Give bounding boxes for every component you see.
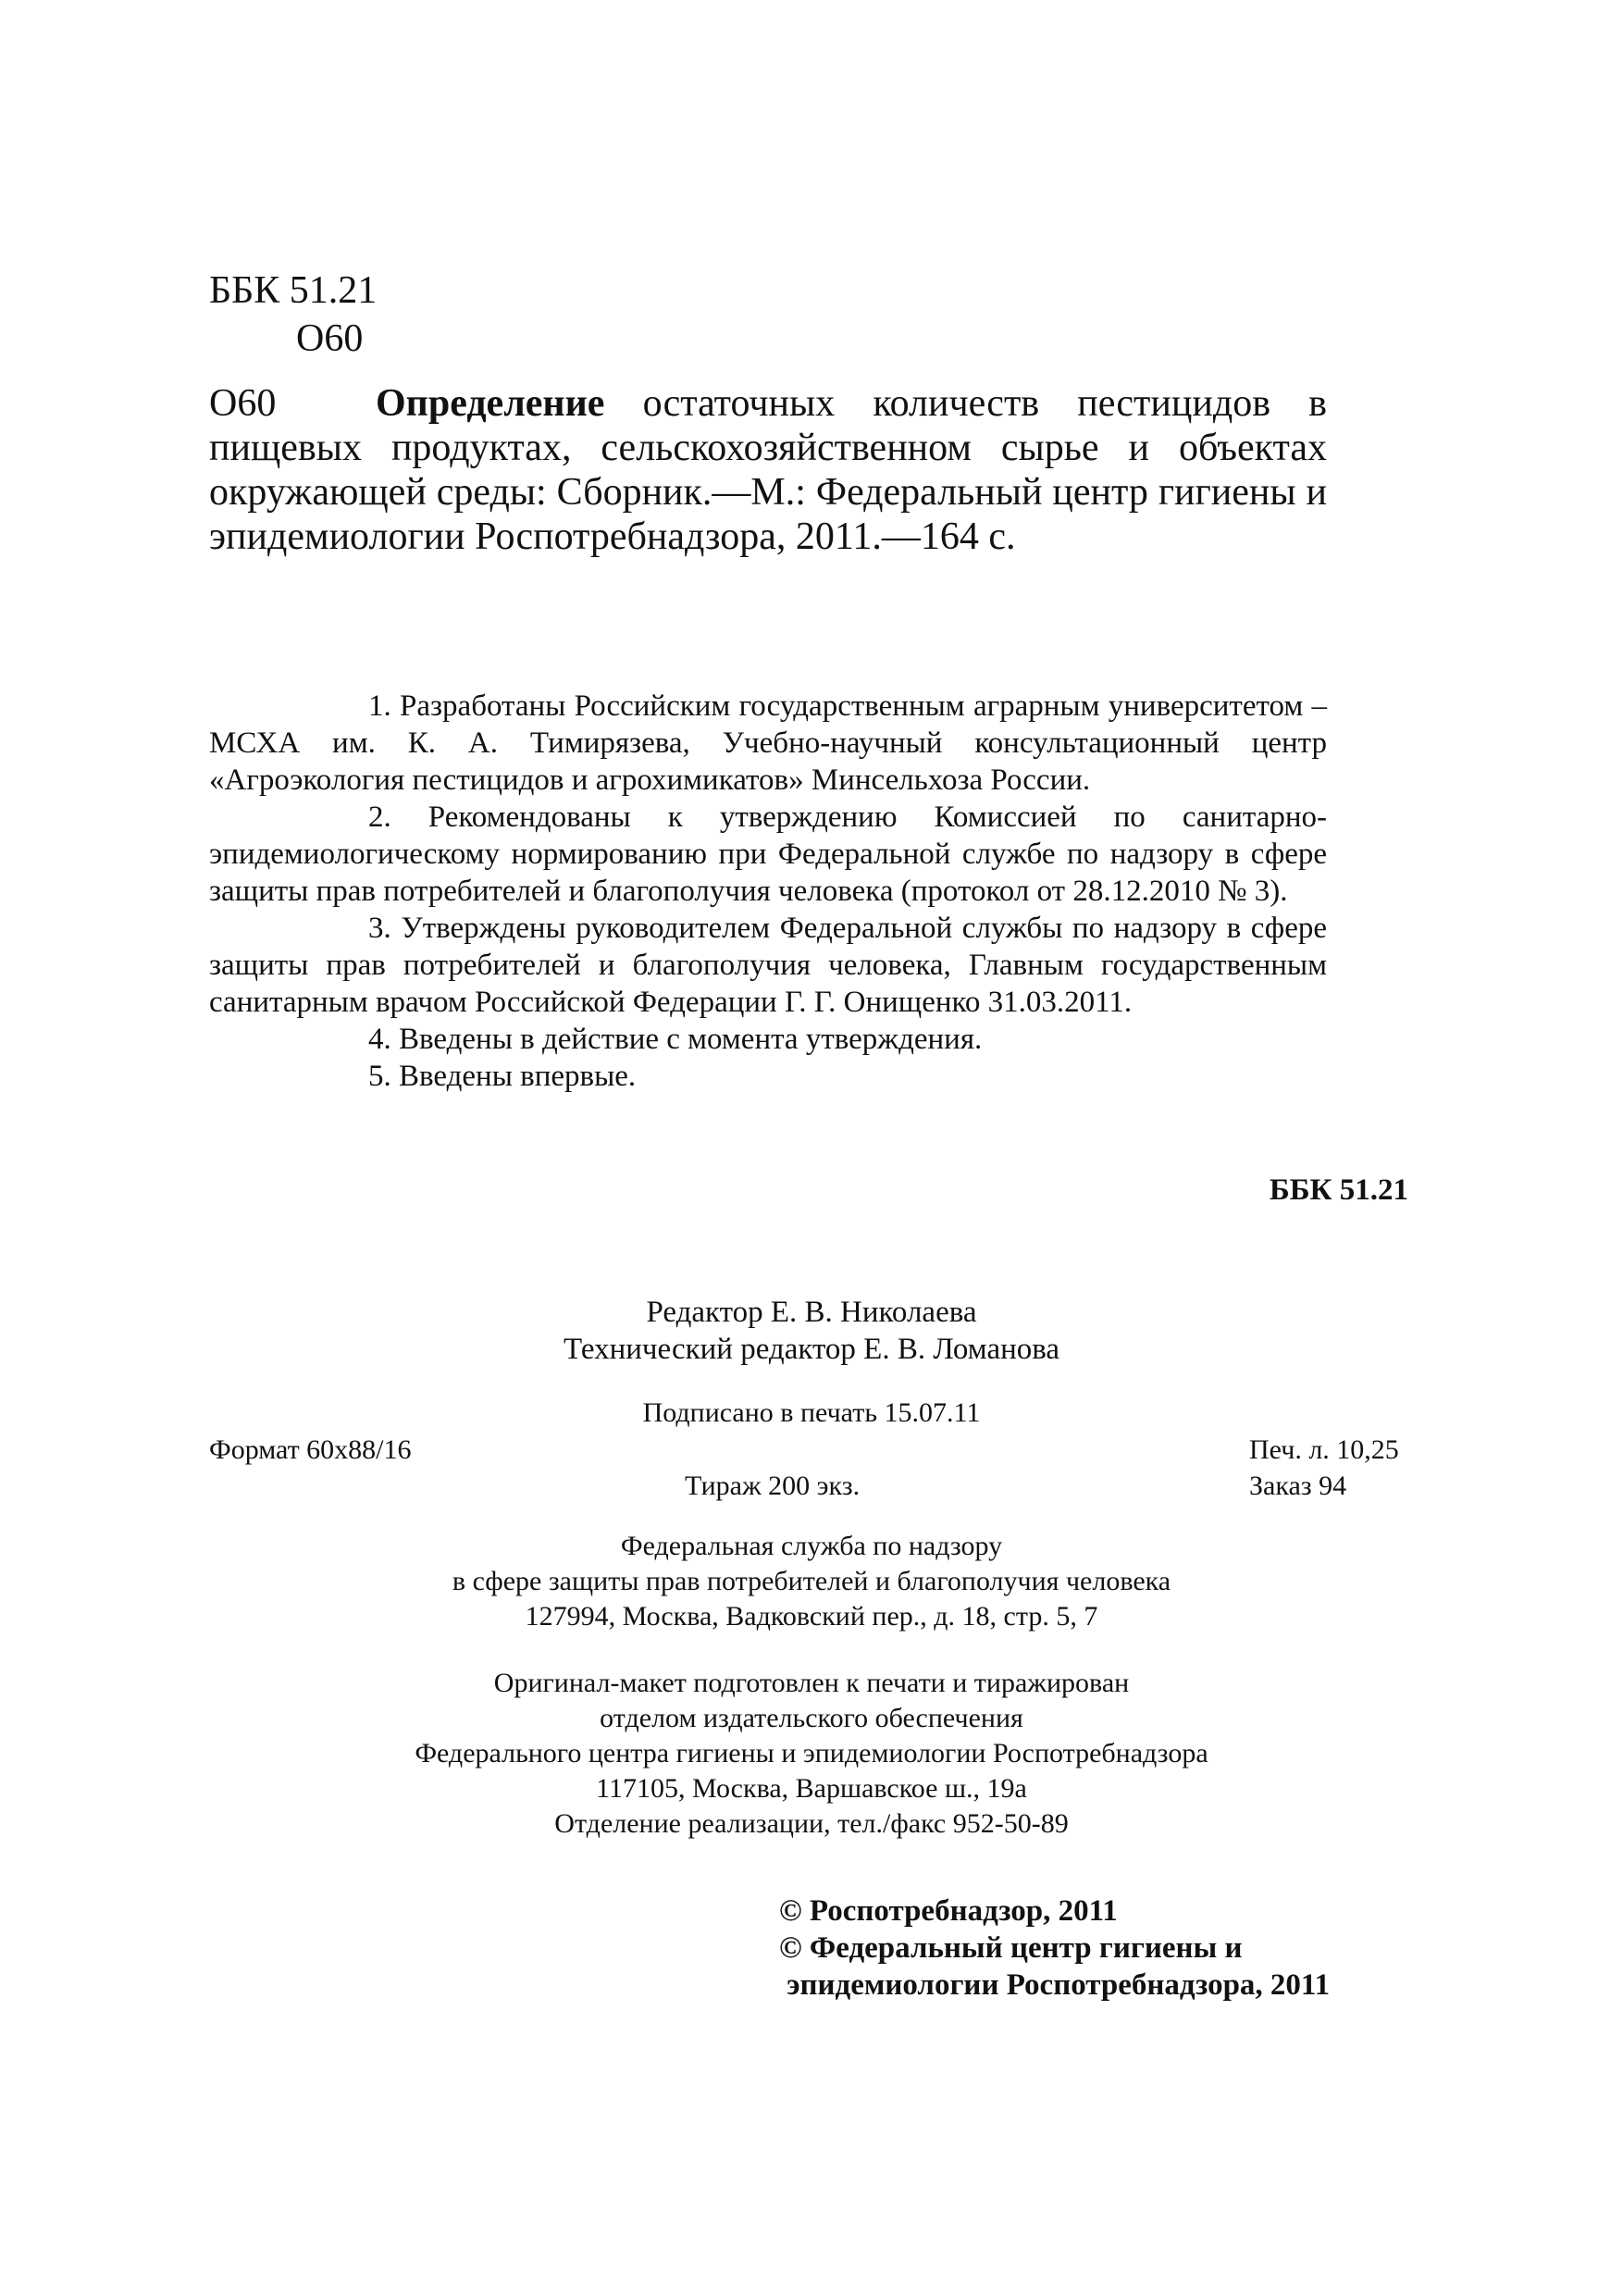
copyright-line: © Федеральный центр гигиены и <box>779 1931 1243 1965</box>
publisher-line: Федеральная служба по надзору <box>620 1531 1003 1561</box>
layout-line: Оригинал-макет подготовлен к печати и тиражирован <box>493 1668 1130 1698</box>
annotation-title: Определение <box>376 382 605 425</box>
author-code: О60 <box>296 317 364 360</box>
layout-line: Федерального центра гигиены и эпидемиологии Роспотребнадзора <box>415 1738 1208 1769</box>
tech-editor: Технический редактор Е. В. Ломанова <box>563 1333 1060 1366</box>
bbk-index: ББК 51.21 <box>209 269 378 312</box>
order-number: Заказ 94 <box>1249 1471 1347 1501</box>
history-item: 5. Введены впервые. <box>368 1060 637 1093</box>
layout-line: 117105, Москва, Варшавское ш., 19а <box>596 1773 1027 1804</box>
print-run: Тираж 200 экз. <box>685 1471 861 1501</box>
annotation <box>209 381 1327 559</box>
publisher-line: 127994, Москва, Вадковский пер., д. 18, стр. 5, 7 <box>525 1601 1098 1632</box>
history-item: 4. Введены в действие с момента утверждения. <box>368 1023 983 1056</box>
layout-line: Отделение реализации, тел./факс 952-50-89 <box>554 1808 1069 1839</box>
publisher-info <box>185 1529 1438 1634</box>
annotation-text: остаточных количеств пестицидов в пищевых продуктах, сельскохозяйственном сырье и объектах окружающей среды: Сборник.—М.: Федеральный центр гигиены и эпидемиологии Роспотребнадзора, 2011.—164 с. <box>209 382 1327 558</box>
bbk-index-bottom: ББК 51.21 <box>1269 1173 1408 1207</box>
history-item: 2. Рекомендованы к утверждению Комиссией по санитарно-эпидемиологическому нормированию при Федеральной службе по надзору в сфере защиты прав потребителей и благополучия человека (протокол от 28.12.2010 № 3). <box>209 800 1327 908</box>
history-item: 1. Разработаны Российским государственным аграрным университетом – МСХА им. К. А. Тимирязева, Учебно-научный консультационный центр «Агроэкология пестицидов и агрохимикатов» Минсельхоза России. <box>209 689 1327 797</box>
copyright-line: © Роспотребнадзор, 2011 <box>779 1894 1118 1928</box>
print-format: Формат 60x88/16 <box>209 1434 412 1465</box>
document-history <box>209 688 1327 1095</box>
publisher-line: в сфере защиты прав потребителей и благополучия человека <box>452 1566 1171 1596</box>
editors <box>185 1294 1438 1368</box>
layout-line: отделом издательского обеспечения <box>600 1703 1023 1733</box>
copyright <box>779 1893 1330 2004</box>
annotation-label: О60 <box>209 382 277 425</box>
history-item: 3. Утверждены руководителем Федеральной службы по надзору в сфере защиты прав потребителей и благополучия человека, Главным государственным санитарным врачом Российской Федерации Г. Г. Онищенко 31.03.2011. <box>209 912 1327 1019</box>
editor: Редактор Е. В. Николаева <box>646 1296 977 1329</box>
layout-info <box>185 1666 1438 1842</box>
print-sheets: Печ. л. 10,25 <box>1249 1434 1399 1465</box>
copyright-line: эпидемиологии Роспотребнадзора, 2011 <box>779 1968 1331 2002</box>
signed-to-print: Подписано в печать 15.07.11 <box>642 1397 981 1428</box>
